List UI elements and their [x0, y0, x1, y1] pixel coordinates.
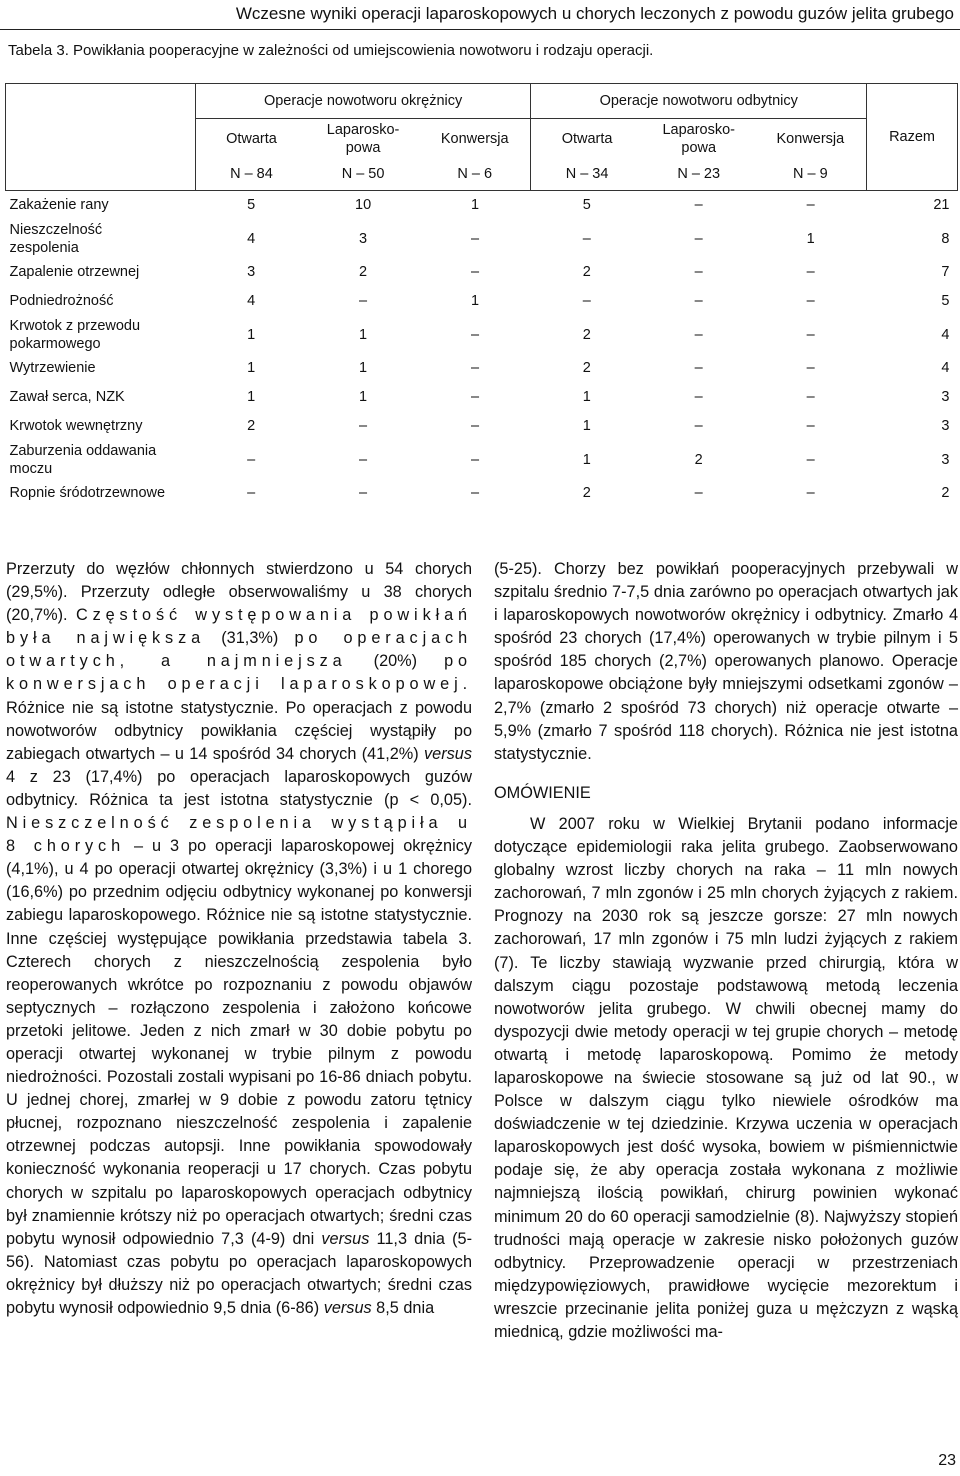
table-cell: 1 — [247, 326, 256, 343]
table-cell: – — [806, 293, 815, 309]
subheader-laparoscopic-colon: Laparosko- powa — [326, 121, 400, 156]
total-cell: 3 — [941, 389, 950, 405]
table-cell: 10 — [355, 197, 372, 214]
row-label: Krwotok wewnętrzny — [9, 418, 143, 434]
table-cell: – — [806, 326, 815, 343]
table-row — [6, 258, 958, 287]
table-cell: – — [470, 326, 480, 343]
table-cell: – — [806, 451, 815, 468]
table-row — [6, 412, 958, 441]
table-cell: 2 — [582, 264, 591, 280]
table-cell: – — [582, 293, 591, 309]
table-row — [6, 354, 958, 383]
row-label: Zapalenie otrzewnej — [9, 264, 140, 280]
table-cell: – — [247, 485, 256, 501]
table-cell: 2 — [359, 264, 368, 280]
table-cell: – — [694, 230, 703, 247]
total-cell: 4 — [941, 360, 950, 376]
table-cell: 1 — [359, 360, 368, 376]
row-label: Nieszczelność zespolenia — [9, 221, 103, 256]
table-cell: 1 — [247, 389, 256, 405]
complications-table — [5, 83, 958, 508]
total-header: Razem — [867, 84, 958, 191]
table-cell: – — [694, 418, 703, 434]
table-cell: – — [806, 418, 815, 434]
table-row — [6, 287, 958, 316]
table-cell: – — [470, 360, 480, 376]
table-cell: 2 — [694, 451, 703, 468]
table-cell: – — [582, 230, 591, 247]
subheader-conversion-colon: Konwersja — [419, 119, 531, 159]
total-cell: 21 — [933, 197, 950, 214]
n-value: N – 34 — [531, 159, 643, 191]
table-cell: 1 — [470, 197, 480, 214]
table-row — [6, 220, 958, 258]
table-cell: – — [359, 485, 368, 501]
table-cell: – — [694, 360, 703, 376]
row-label: Podniedrożność — [9, 293, 114, 309]
left-text-column — [6, 558, 472, 1320]
subheader-laparoscopic-rectum: Laparosko- powa — [662, 121, 735, 156]
table-cell: – — [359, 451, 368, 468]
table-cell: 3 — [359, 230, 368, 247]
table-row — [6, 441, 958, 479]
table-cell: – — [359, 293, 368, 309]
table-cell: 4 — [247, 230, 256, 247]
row-label: Wytrzewienie — [9, 360, 96, 376]
table-cell: – — [694, 264, 703, 280]
right-text-column — [494, 558, 958, 1344]
table-cell: – — [694, 197, 703, 214]
table-cell: – — [806, 264, 815, 280]
subheader-conversion-rectum: Konwersja — [755, 119, 867, 159]
table-cell: 4 — [247, 293, 256, 309]
discussion-paragraph: W 2007 roku w Wielkiej Brytanii podano informacje dotyczące epidemiologii raka jelita grubego. Zaobserwowano globalny wzrost liczby chorych na raka – 11 mln nowych zachorowań, 7 mln zgonów i 25 mln chorych żyjących z rakiem. Prognozy na 2030 rok są jeszcze gorsze: 27 mln nowych zachorowań, 17 mln zgonów i 75 mln ludzi żyjących z rakiem (7). Te liczby stawiają wyzwanie przed chirurgią, która w dalszym ciągu pozostaje podstawową metodą leczenia nowotworów jelita grubego. W chwili obecnej mamy do dyspozycji dwie metody operacji w tej grupie chorych – metodę otwartą i metodę laparoskopową. Pomimo że metody laparoskopowe na świecie stosowane są już od lat 90., w Polsce w dalszym ciągu tylko niewiele ośrodków ma doświadczenie w tej dziedzinie. Krzywa uczenia w operacjach laparoskopowych jest dość wysoka, bowiem w piśmiennictwie podaje się, że aby operacja została wykonana z możliwie najmniejszą ilością powikłań, chirurg powinien wykonać minimum 20 do 60 operacji samodzielnie (8). Najwyższy stopień trudności mają operacje w zakresie nisko położonych guzów odbytnicy. Przeprowadzenie operacji w przestrzeniach międzypowięziowych, prawidłowe wycięcie mezorektum i wreszcie przecinanie jelita poniżej guza u mężczyzn z wąską miednicą, gdzie możliwości ma- — [494, 814, 958, 1341]
table-row — [6, 383, 958, 412]
table-cell: 5 — [247, 197, 256, 214]
subheader-open-rectum: Otwarta — [561, 130, 613, 147]
total-cell: 5 — [941, 293, 950, 309]
total-cell: 7 — [941, 264, 950, 280]
results-continuation: (5-25). Chorzy bez powikłań pooperacyjnych przebywali w szpitalu średnio 7-7,5 dnia zarówno po operacjach otwartych jak i laparoskopowych nowotworów okrężnicy i odbytnicy. Zmarło 4 spośród 23 chorych (17,4%) operowanych w trybie pilnym i 5 spośród 185 chorych (2,7%) operowanych planowo. Operacje laparoskopowe obciążone były mniejszymi odsetkami zgonów – 2,7% (zmarło 2 spośród 73 chorych) niż operacje otwarte – 5,9% (zmarło 7 spośród 118 chorych). Różnica nie jest istotna statystycznie. — [494, 560, 958, 763]
table-cell: – — [470, 230, 480, 247]
table-row — [6, 316, 958, 354]
table-cell: 1 — [582, 389, 591, 405]
table-cell: – — [470, 451, 480, 468]
table-cell: – — [247, 451, 256, 468]
running-title: Wczesne wyniki operacji laparoskopowych u chorych leczonych z powodu guzów jelita grubego — [235, 4, 954, 23]
table-cell: – — [806, 197, 815, 214]
n-value: N – 6 — [419, 159, 531, 191]
table-cell: – — [694, 326, 703, 343]
n-value: N – 50 — [307, 159, 419, 191]
row-label: Zaburzenia oddawania moczu — [9, 442, 157, 477]
table-cell: – — [806, 485, 815, 501]
table-cell: – — [694, 389, 703, 405]
row-label: Zakażenie rany — [9, 197, 109, 214]
table-body — [6, 191, 958, 508]
row-label: Ropnie śródotrzewnowe — [9, 485, 166, 501]
section-heading: OMÓWIENIE — [494, 783, 591, 802]
table-cell: – — [806, 389, 815, 405]
table-row — [6, 191, 958, 220]
table-cell: – — [470, 264, 480, 280]
table-cell: 5 — [582, 197, 591, 214]
table-cell: 1 — [582, 451, 591, 468]
table-cell: – — [470, 418, 480, 434]
table-cell: 2 — [247, 418, 256, 434]
table-cell: 3 — [247, 264, 256, 280]
table-cell: 2 — [582, 485, 591, 501]
page-number: 23 — [938, 1452, 956, 1469]
total-cell: 4 — [941, 326, 950, 343]
table-cell: 2 — [582, 360, 591, 376]
total-cell: 8 — [941, 230, 950, 247]
table-cell: – — [470, 389, 480, 405]
table-cell: – — [694, 293, 703, 309]
table-cell: 1 — [359, 326, 368, 343]
table-cell: 2 — [582, 326, 591, 343]
table-cell: 1 — [359, 389, 368, 405]
n-value: N – 23 — [643, 159, 755, 191]
table-cell: – — [359, 418, 368, 434]
table-cell: 1 — [582, 418, 591, 434]
total-cell: 3 — [941, 418, 950, 434]
results-paragraph: Przerzuty do węzłów chłonnych stwierdzono u 54 chorych (29,5%). Przerzuty odległe obserwowaliśmy u 38 chorych (20,7%). Częstość występowania powikłań była największa (31,3%) po operacjach otwartych, a najmniejsza (20%) po konwersjach operacji laparoskopowej. Różnice nie są istotne statystycznie. Po operacjach z powodu nowotworów odbytnicy powikłania częściej wystąpiły po zabiegach otwartych – u 14 spośród 34 chorych (41,2%) versus 4 z 23 (17,4%) po operacjach laparoskopowych guzów odbytnicy. Różnica ta jest istotna statystycznie (p < 0,05). Nieszczelność zespolenia wystąpiła u 8 chorych – u 3 po operacji laparoskopowej okrężnicy (4,1%), u 4 po operacji otwartej okrężnicy (3,3%) i u 1 chorego (16,6%) po przednim odjęciu odbytnicy wykonanej po konwersji zabiegu laparoskopowego. Różnice nie są istotne statystycznie. Inne częściej występujące powikłania przedstawia tabela 3. Czterech chorych z nieszczelnością zespolenia było reoperowanych wkrótce po rozpoznaniu z powodu objawów septycznych – rozłączono zespolenia i założono końcowe przetoki jelitowe. Jeden z nich zmarł w 30 dobie pobytu po operacji otwartej wykonanej w trybie pilnym z powodu niedrożności. Pozostali zostali wypisani po 16-86 dniach pobytu. U jednej chorej, zmarłej w 9 dobie z powodu zatoru tętnicy płucnej, rozpoznano nieszczelność zespolenia i zapalenie otrzewnej podczas autopsji. Inne powikłania spowodowały konieczność wykonania reoperacji u 17 chorych. Czas pobytu chorych w szpitalu po laparoskopowych operacjach odbytnicy był znamiennie krótszy niż po operacjach otwartych; średni czas pobytu wynosił odpowiednio 7,3 (4-9) dni versus 11,3 dnia (5-56). Natomiast czas pobytu po operacjach laparoskopowych okrężnicy był dłuższy niż po operacjach otwartych; średni czas pobytu wynosił odpowiednio 9,5 dnia (6-86) versus 8,5 dnia — [6, 560, 473, 1317]
total-cell: 2 — [941, 485, 950, 501]
table-caption: Tabela 3. Powikłania pooperacyjne w zależności od umiejscowienia nowotworu i rodzaju operacji. — [8, 42, 654, 59]
group-header-rectum: Operacje nowotworu odbytnicy — [531, 84, 867, 119]
table-cell: 1 — [470, 293, 480, 309]
table-row — [6, 479, 958, 508]
row-label: Zawał serca, NZK — [9, 389, 125, 405]
table-cell: 1 — [806, 230, 815, 247]
row-label: Krwotok z przewodu pokarmowego — [9, 317, 141, 352]
table-cell: – — [806, 360, 815, 376]
table-cell: 1 — [247, 360, 256, 376]
running-header — [0, 0, 960, 30]
group-header-colon: Operacje nowotworu okrężnicy — [195, 84, 531, 119]
table-cell: – — [470, 485, 480, 501]
table-corner — [6, 84, 196, 191]
table-cell: – — [694, 485, 703, 501]
n-value: N – 84 — [195, 159, 307, 191]
total-cell: 3 — [941, 451, 950, 468]
subheader-open-colon: Otwarta — [195, 119, 307, 159]
n-value: N – 9 — [755, 159, 867, 191]
